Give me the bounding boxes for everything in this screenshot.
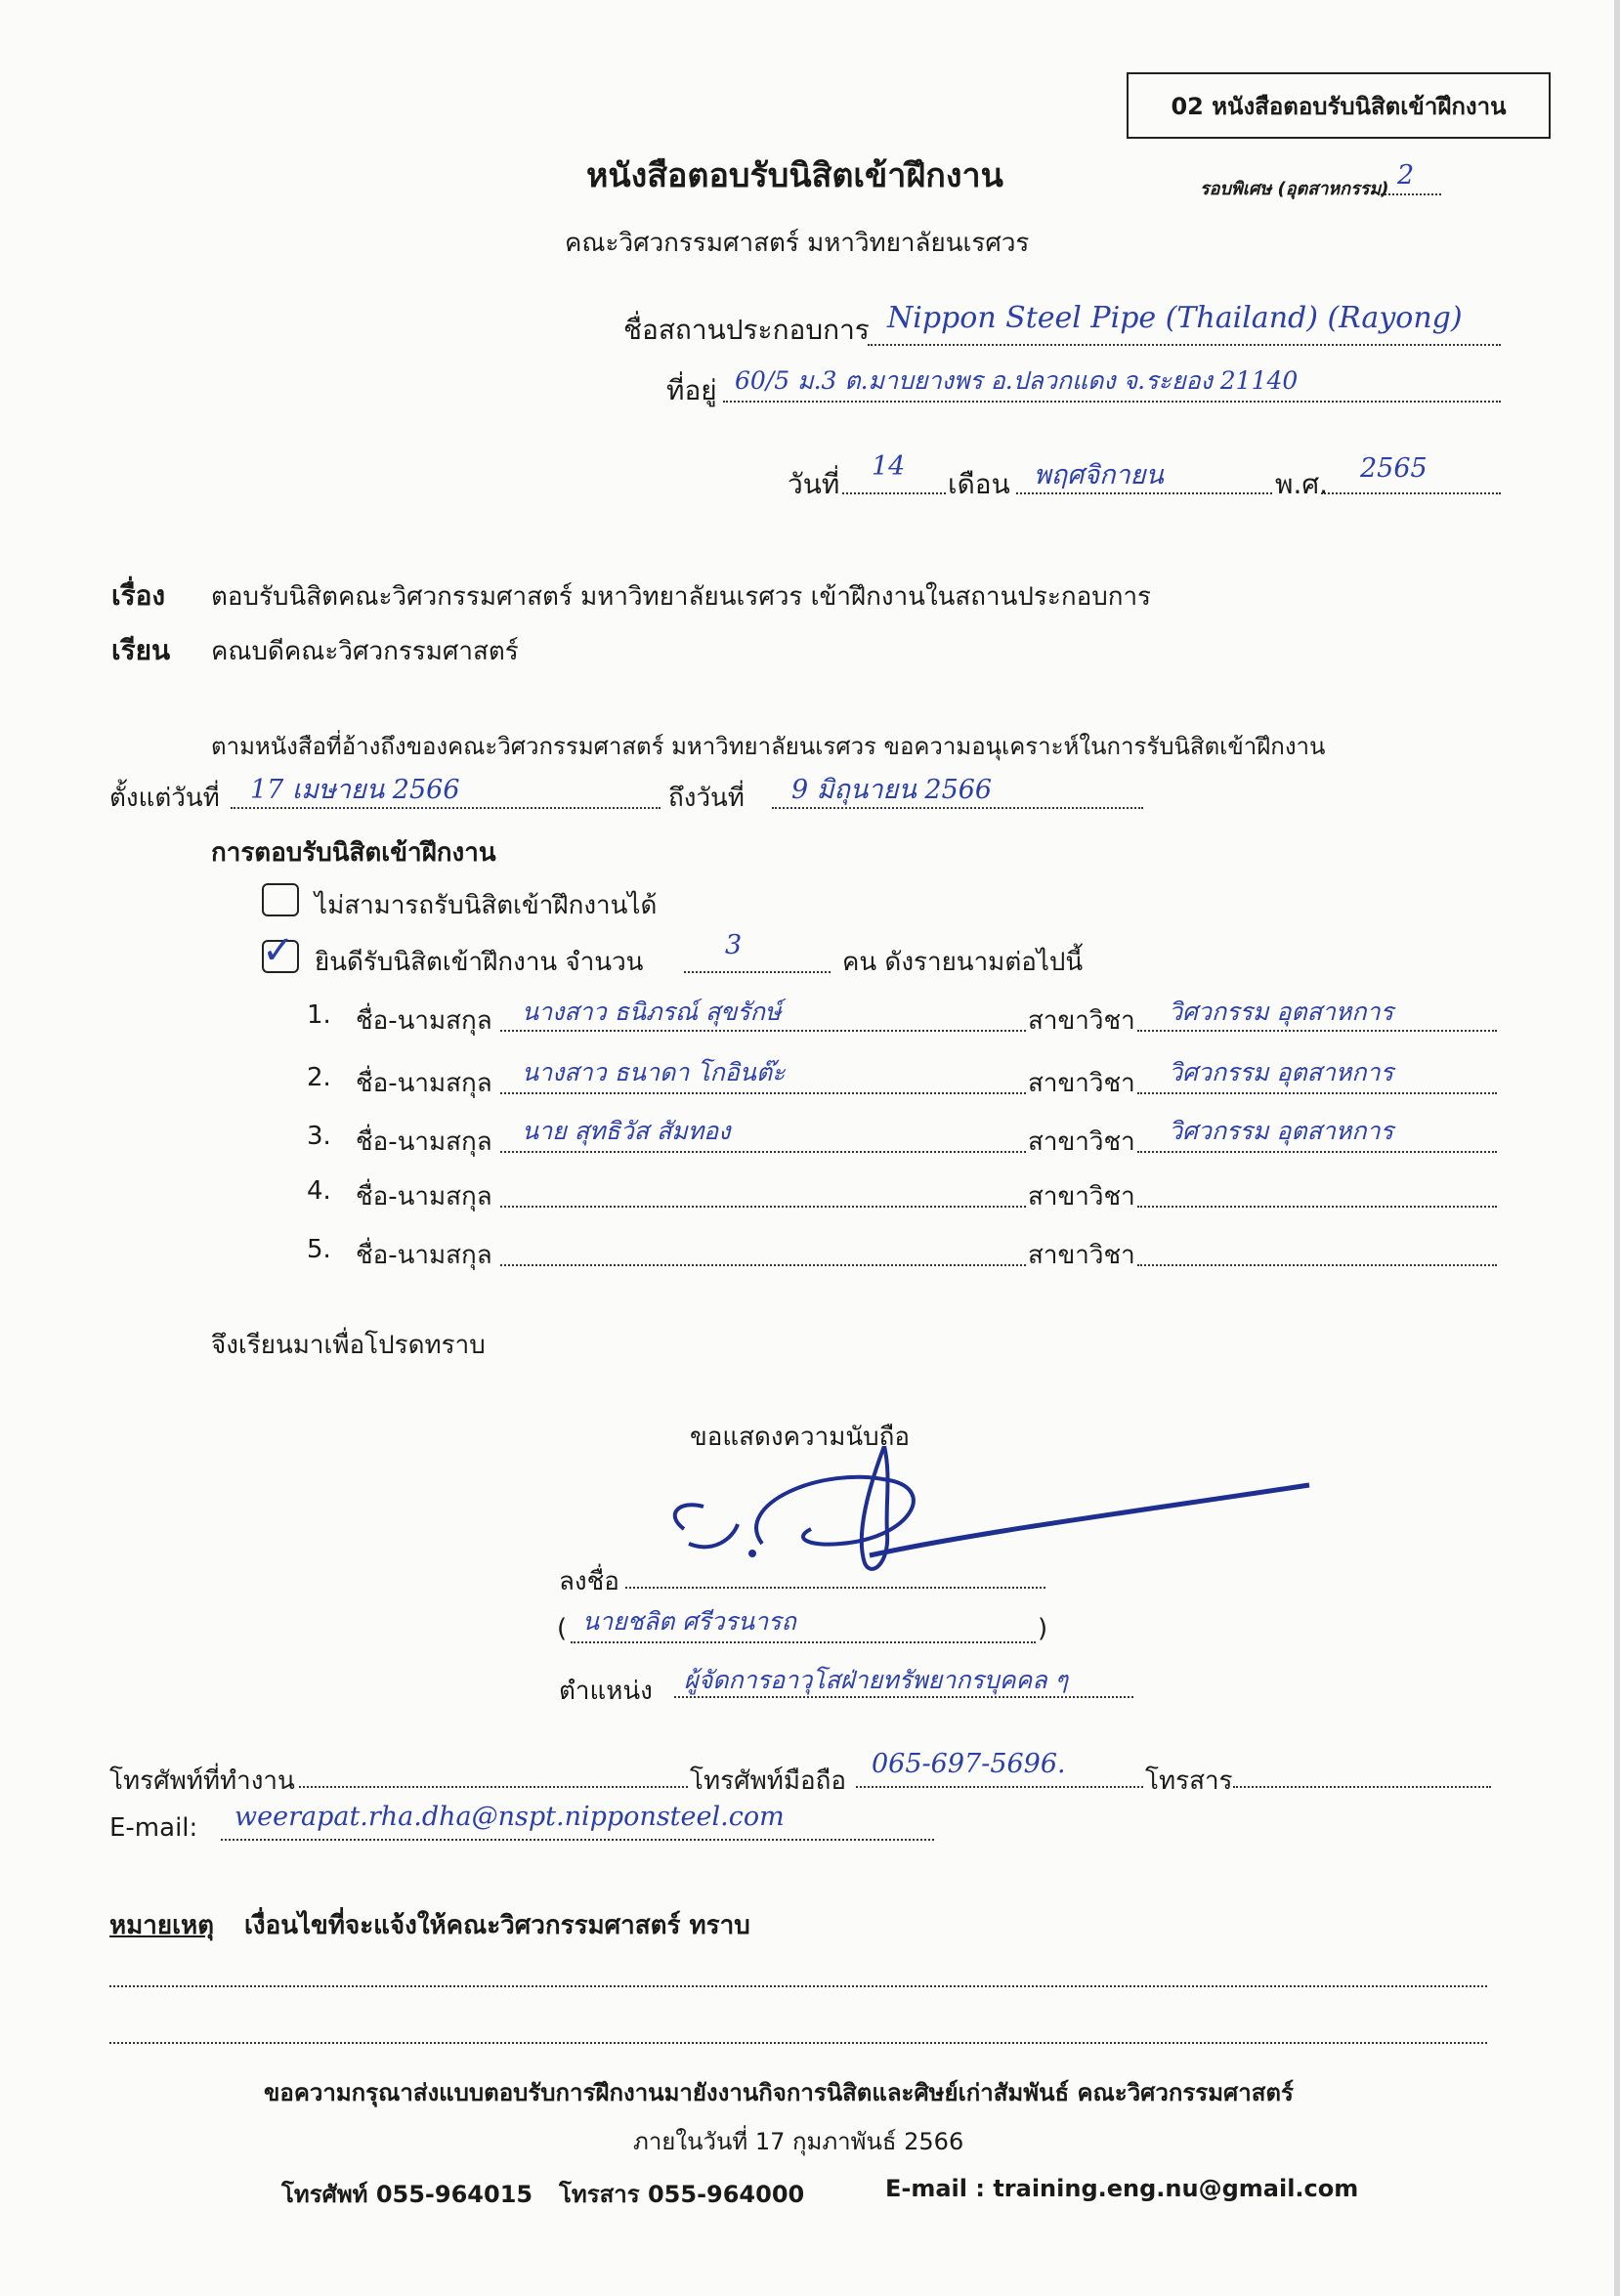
faculty-line: คณะวิศวกรรมศาสตร์ มหาวิทยาลัยนเรศวร [565, 229, 1030, 258]
student-count: 3 [725, 930, 743, 960]
date-month: พฤศจิกายน [1034, 460, 1164, 490]
accept-option-label: ยินดีรับนิสิตเข้าฝึกงาน จำนวน [315, 948, 644, 977]
establishment-label: ชื่อสถานประกอบการ [623, 314, 870, 346]
name-label: ชื่อ-นามสกุล [356, 1182, 492, 1212]
body-text: ตามหนังสือที่อ้างถึงของคณะวิศวกรรมศาสตร์ มหาวิทยาลัยนเรศวร ขอความอนุเคราะห์ในการรับนิสิตเข้าฝึกงาน [211, 733, 1326, 760]
to-text: คณบดีคณะวิศวกรรมศาสตร์ [211, 637, 519, 666]
check-mark-icon: ✓ [262, 928, 295, 973]
date-day-label: วันที่ [788, 468, 840, 500]
student-name: นางสาว ธนาดา โกอินต๊ะ [522, 1058, 786, 1086]
regards-text: ขอแสดงความนับถือ [690, 1423, 910, 1452]
footer-instruction: ขอความกรุณาส่งแบบตอบรับการฝึกงานมายังงานกิจการนิสิตและศิษย์เก่าสัมพันธ์ คณะวิศวกรรมศาสตร์ [264, 2079, 1294, 2106]
name-label: ชื่อ-นามสกุล [356, 1127, 492, 1157]
remarks-label: หมายเหตุ [109, 1911, 215, 1940]
closing-text: จึงเรียนมาเพื่อโปรดทราบ [211, 1331, 486, 1360]
student-number: 2. [307, 1063, 331, 1092]
to-label: เรียน [111, 634, 171, 666]
acceptance-heading: การตอบรับนิสิตเข้าฝึกงาน [211, 838, 496, 868]
fax-label: โทรสาร [1145, 1766, 1233, 1796]
major-label: สาขาวิชา [1028, 1127, 1135, 1157]
student-major: วิศวกรรม อุตสาหการ [1169, 1058, 1393, 1086]
page-edge [1614, 0, 1620, 2296]
student-major: วิศวกรรม อุตสาหการ [1169, 1117, 1393, 1145]
period-from: 17 เมษายน 2566 [250, 775, 460, 805]
period-to-label: ถึงวันที่ [668, 784, 745, 813]
student-number: 3. [307, 1122, 331, 1151]
student-name: นางสาว ธนิภรณ์ สุขรักษ์ [522, 998, 782, 1026]
footer-fax: โทรสาร 055-964000 [559, 2181, 805, 2208]
date-month-label: เดือน [948, 468, 1010, 500]
sign-label: ลงชื่อ [559, 1567, 619, 1596]
signer-position: ผู้จัดการอาวุโสฝ่ายทรัพยากรบุคคล ๆ [684, 1666, 1068, 1694]
reject-checkbox[interactable] [262, 883, 299, 916]
form-code-box [1127, 72, 1551, 139]
student-number: 5. [307, 1235, 331, 1264]
subject-label: เรื่อง [111, 579, 166, 612]
footer-deadline: ภายในวันที่ 17 กุมภาพันธ์ 2566 [633, 2128, 964, 2155]
email-label: E-mail: [109, 1813, 198, 1843]
reject-option-label: ไม่สามารถรับนิสิตเข้าฝึกงานได้ [315, 891, 658, 920]
remarks-text: เงื่อนไขที่จะแจ้งให้คณะวิศวกรรมศาสตร์ ทราบ [244, 1911, 750, 1940]
email-address: weerapat.rha.dha@nspt.nipponsteel.com [234, 1802, 785, 1832]
round-value: 2 [1397, 160, 1415, 191]
period-from-label: ตั้งแต่วันที่ [109, 784, 220, 813]
form-code: 02 หนังสือตอบรับนิสิตเข้าฝึกงาน [1171, 92, 1507, 120]
date-year-label: พ.ศ. [1275, 468, 1329, 500]
office-phone-label: โทรศัพท์ที่ทำงาน [109, 1766, 295, 1796]
footer-phone: โทรศัพท์ 055-964015 [281, 2181, 533, 2208]
date-day: 14 [872, 451, 906, 482]
signer-name: นายชลิต ศรีวรนารถ [582, 1607, 796, 1636]
major-label: สาขาวิชา [1028, 1069, 1135, 1098]
mobile-number: 065-697-5696. [872, 1749, 1066, 1779]
count-suffix: คน ดังรายนามต่อไปนี้ [842, 948, 1084, 977]
name-label: ชื่อ-นามสกุล [356, 1241, 492, 1270]
student-number: 4. [307, 1176, 331, 1206]
signer-open-paren: ( [557, 1614, 568, 1643]
footer-email: E-mail : training.eng.nu@gmail.com [885, 2175, 1359, 2202]
period-to: 9 มิถุนายน 2566 [791, 775, 993, 805]
major-label: สาขาวิชา [1028, 1006, 1135, 1036]
round-label: รอบพิเศษ (อุตสาหกรรม) [1200, 179, 1389, 199]
establishment-value: Nippon Steel Pipe (Thailand) (Rayong) [887, 301, 1463, 335]
name-label: ชื่อ-นามสกุล [356, 1069, 492, 1098]
major-label: สาขาวิชา [1028, 1182, 1135, 1212]
position-label: ตำแหน่ง [559, 1677, 653, 1706]
subject-text: ตอบรับนิสิตคณะวิศวกรรมศาสตร์ มหาวิทยาลัยนเรศวร เข้าฝึกงานในสถานประกอบการ [211, 582, 1152, 612]
address-value: 60/5 ม.3 ต.มาบยางพร อ.ปลวกแดง จ.ระยอง 21140 [735, 366, 1299, 395]
student-name: นาย สุทธิวัส สัมทอง [522, 1117, 731, 1145]
date-year: 2565 [1360, 453, 1428, 484]
address-label: ที่อยู่ [666, 374, 717, 406]
major-label: สาขาวิชา [1028, 1241, 1135, 1270]
signer-close-paren: ) [1038, 1614, 1048, 1643]
signature-scribble-icon [645, 1446, 1329, 1593]
name-label: ชื่อ-นามสกุล [356, 1006, 492, 1036]
document-title: หนังสือตอบรับนิสิตเข้าฝึกงาน [586, 156, 1003, 195]
accept-checkbox[interactable] [262, 928, 299, 973]
mobile-label: โทรศัพท์มือถือ [690, 1766, 846, 1796]
student-number: 1. [307, 1000, 331, 1030]
student-major: วิศวกรรม อุตสาหการ [1169, 998, 1393, 1026]
